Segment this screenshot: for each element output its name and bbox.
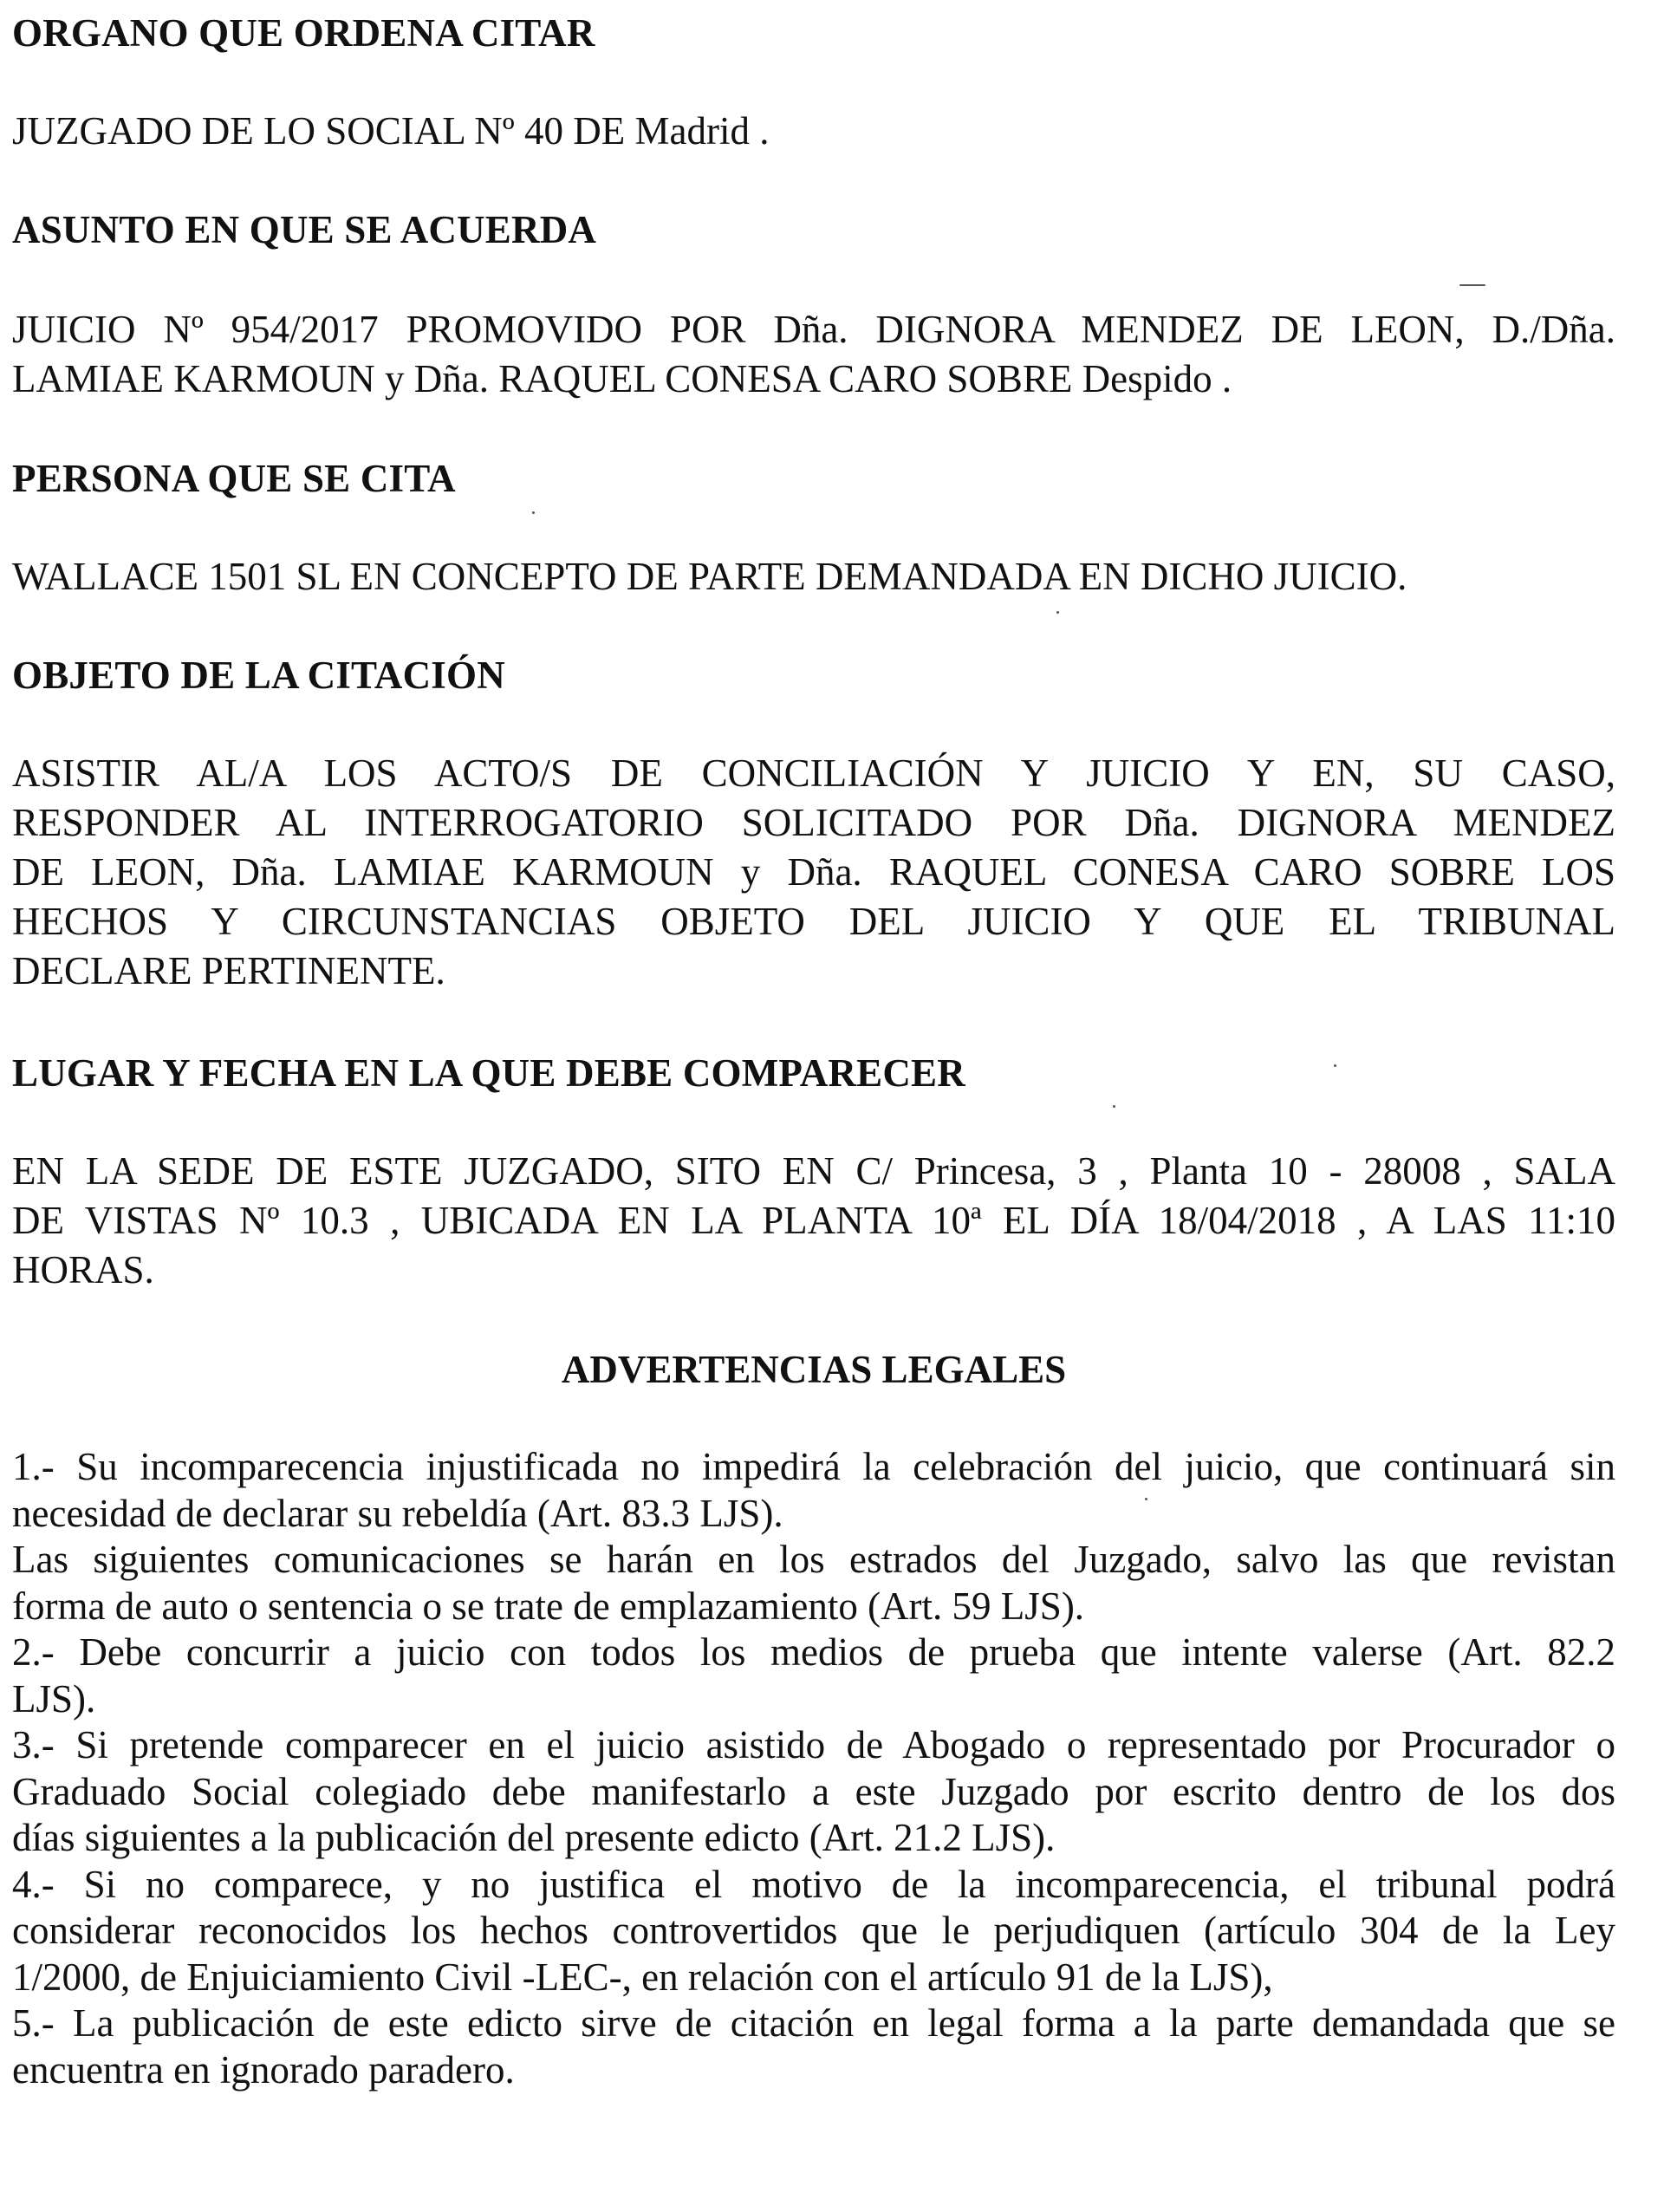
objeto-line: DECLARE PERTINENTE. xyxy=(12,949,445,992)
scan-speck xyxy=(1334,1064,1336,1067)
lugar-line: EN LA SEDE DE ESTE JUZGADO, SITO EN C/ Princesa, 3 , Planta 10 - 28008 , SALA xyxy=(12,1149,1615,1193)
objeto-line: HECHOS Y CIRCUNSTANCIAS OBJETO DEL JUICIO Y QUE EL TRIBUNAL xyxy=(12,900,1615,943)
scan-speck xyxy=(1056,611,1059,614)
advertencia-line: forma de auto o sentencia o se trate de emplazamiento (Art. 59 LJS). xyxy=(12,1584,1085,1628)
advertencia-line: 2.- Debe concurrir a juicio con todos los medios de prueba que intente valerse (Art. 82.2 xyxy=(12,1630,1615,1674)
asunto-line: LAMIAE KARMOUN y Dña. RAQUEL CONESA CARO SOBRE Despido . xyxy=(12,357,1232,400)
scan-speck xyxy=(1113,1105,1115,1108)
advertencia-item xyxy=(12,1444,1615,1537)
lugar-line: DE VISTAS Nº 10.3 , UBICADA EN LA PLANTA 10ª EL DÍA 18/04/2018 , A LAS 11:10 xyxy=(12,1199,1615,1242)
heading-objeto: OBJETO DE LA CITACIÓN xyxy=(12,654,505,697)
scan-speck xyxy=(1145,1498,1147,1500)
objeto-line: RESPONDER AL INTERROGATORIO SOLICITADO POR Dña. DIGNORA MENDEZ xyxy=(12,801,1615,844)
advertencias-list xyxy=(12,1444,1615,2093)
advertencia-line: Graduado Social colegiado debe manifestarlo a este Juzgado por escrito dentro de los dos xyxy=(12,1769,1615,1813)
text-persona: WALLACE 1501 SL EN CONCEPTO DE PARTE DEMANDADA EN DICHO JUICIO. xyxy=(12,555,1407,598)
advertencia-line: considerar reconocidos los hechos controvertidos que le perjudiquen (artículo 304 de la Ley xyxy=(12,1909,1615,1952)
text-lugar xyxy=(12,1147,1615,1295)
objeto-line: ASISTIR AL/A LOS ACTO/S DE CONCILIACIÓN Y JUICIO Y EN, SU CASO, xyxy=(12,751,1615,795)
heading-lugar: LUGAR Y FECHA EN LA QUE DEBE COMPARECER xyxy=(12,1051,965,1095)
objeto-line: DE LEON, Dña. LAMIAE KARMOUN y Dña. RAQUEL CONESA CARO SOBRE LOS xyxy=(12,850,1615,894)
advertencia-line: días siguientes a la publicación del presente edicto (Art. 21.2 LJS). xyxy=(12,1816,1056,1859)
heading-organo: ORGANO QUE ORDENA CITAR xyxy=(12,11,595,55)
text-organo: JUZGADO DE LO SOCIAL Nº 40 DE Madrid . xyxy=(12,109,770,153)
advertencia-item xyxy=(12,1862,1615,2001)
advertencia-line: necesidad de declarar su rebeldía (Art. 83.3 LJS). xyxy=(12,1491,783,1535)
heading-asunto: ASUNTO EN QUE SE ACUERDA xyxy=(12,208,597,251)
advertencia-line: encuentra en ignorado paradero. xyxy=(12,2047,515,2092)
text-objeto xyxy=(12,749,1615,996)
advertencia-line: 3.- Si pretende comparecer en el juicio asistido de Abogado o representado por Procurador o xyxy=(12,1723,1615,1766)
advertencia-line: LJS). xyxy=(12,1676,96,1721)
advertencia-line: 5.- La publicación de este edicto sirve de citación en legal forma a la parte demandada que se xyxy=(12,2001,1615,2045)
advertencia-line: 1/2000, de Enjuiciamiento Civil -LEC-, en relación con el artículo 91 de la LJS), xyxy=(12,1955,1273,1999)
advertencia-item xyxy=(12,1722,1615,1862)
advertencias-title: ADVERTENCIAS LEGALES xyxy=(561,1348,1067,1391)
advertencia-line: Las siguientes comunicaciones se harán en los estrados del Juzgado, salvo las que revistan xyxy=(12,1538,1615,1581)
advertencia-line: 4.- Si no comparece, y no justifica el motivo de la incomparecencia, el tribunal podrá xyxy=(12,1862,1615,1906)
asunto-line: JUICIO Nº 954/2017 PROMOVIDO POR Dña. DIGNORA MENDEZ DE LEON, D./Dña. xyxy=(12,308,1615,351)
lugar-line: HORAS. xyxy=(12,1248,154,1291)
advertencia-item xyxy=(12,1630,1615,1722)
scan-speck xyxy=(1459,284,1485,286)
text-asunto xyxy=(12,305,1615,404)
advertencia-line: 1.- Su incomparecencia injustificada no impedirá la celebración del juicio, que continuará sin xyxy=(12,1445,1615,1488)
advertencia-item xyxy=(12,2001,1615,2093)
scan-speck xyxy=(532,511,535,514)
heading-persona: PERSONA QUE SE CITA xyxy=(12,457,456,500)
advertencia-item xyxy=(12,1537,1615,1630)
